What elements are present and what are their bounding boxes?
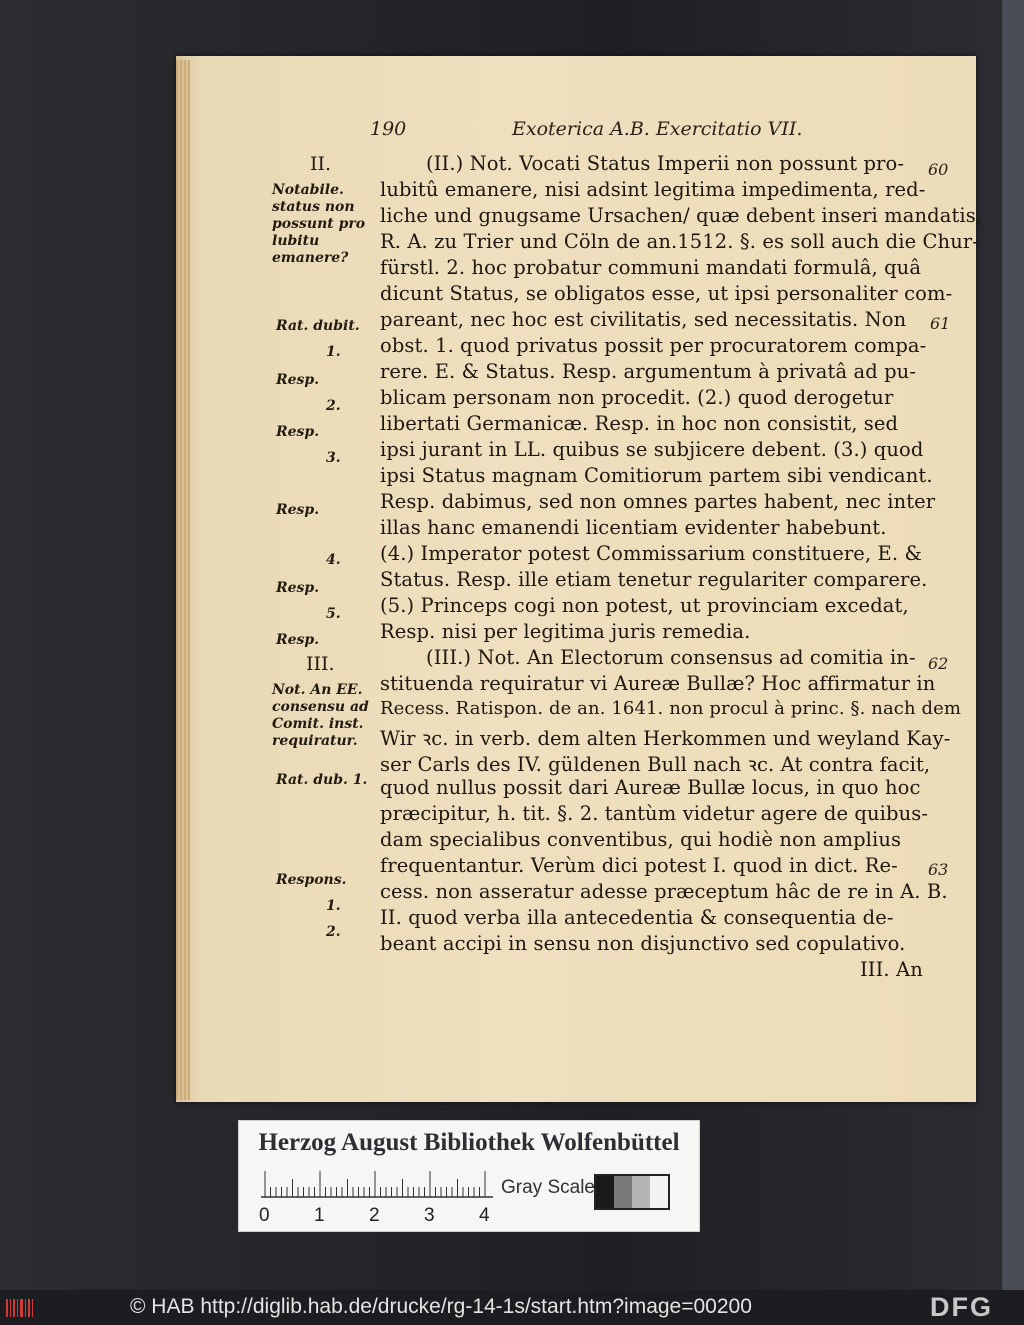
- text-line: stituenda requiratur vi Aureæ Bullæ? Hoc affirmatur in: [380, 672, 936, 695]
- text-line: libertati Germanicæ. Resp. in hoc non consistit, sed: [380, 412, 899, 435]
- marginal-number: 60: [928, 160, 949, 179]
- margin-note: 2.: [326, 924, 341, 940]
- ruler-number: 3: [424, 1205, 435, 1226]
- text-line: illas hanc emanendi licentiam evidenter habebunt.: [380, 516, 887, 539]
- gray-swatch: [650, 1176, 668, 1208]
- viewer-footer: [0, 1290, 1024, 1325]
- text-line: (5.) Princeps cogi non potest, ut provinciam excedat,: [380, 594, 909, 617]
- text-line: dam specialibus conventibus, qui hodiè non amplius: [380, 828, 902, 851]
- ruler-number: 4: [479, 1205, 490, 1226]
- text-line: quod nullus possit dari Aureæ Bullæ locus, in quo hoc: [380, 776, 921, 799]
- text-line: Resp. dabimus, sed non omnes partes habent, nec inter: [380, 490, 936, 513]
- text-line: (II.) Not. Vocati Status Imperii non possunt pro-: [426, 152, 905, 175]
- margin-note: Resp.: [276, 632, 320, 648]
- margin-note: Not. An EE. consensu ad Comit. inst. requiratur.: [272, 682, 369, 749]
- margin-note: III.: [306, 653, 335, 675]
- text-line: lubitû emanere, nisi adsint legitima impedimenta, red-: [380, 178, 926, 201]
- margin-note: Resp.: [276, 424, 320, 440]
- margin-note: Rat. dub. 1.: [276, 772, 368, 788]
- text-line: blicam personam non procedit. (2.) quod derogetur: [380, 386, 894, 409]
- margin-note: 3.: [326, 450, 341, 466]
- gray-swatch: [596, 1176, 614, 1208]
- ruler-number: 1: [314, 1205, 325, 1226]
- text-line: dicunt Status, se obligatos esse, ut ipsi personaliter com-: [380, 282, 953, 305]
- margin-note: 1.: [326, 898, 341, 914]
- text-line: fürstl. 2. hoc probatur communi mandati formulâ, quâ: [380, 256, 922, 279]
- margin-note: II.: [310, 153, 332, 175]
- text-line: Recess. Ratispon. de an. 1641. non procul à princ. §. nach dem: [380, 698, 962, 719]
- page-edge-stack: [176, 60, 190, 1100]
- margin-note: Rat. dubit.: [276, 318, 360, 334]
- catchword: III. An: [860, 958, 923, 981]
- text-line: rere. E. & Status. Resp. argumentum à privatâ ad pu-: [380, 360, 917, 383]
- ruler-number: 0: [259, 1205, 270, 1226]
- text-line: præcipitur, h. tit. §. 2. tantùm videtur agere de quibus-: [380, 802, 929, 825]
- margin-note: Resp.: [276, 580, 320, 596]
- marginal-number: 62: [928, 654, 949, 673]
- text-line: ipsi jurant in LL. quibus se subjicere debent. (3.) quod: [380, 438, 924, 461]
- text-line: (III.) Not. An Electorum consensus ad comitia in-: [426, 646, 916, 669]
- text-line: Wir ꝛc. in verb. dem alten Herkommen und weyland Kay-: [380, 727, 951, 750]
- text-line: cess. non asseratur adesse præceptum hâc de re in A. B.: [380, 880, 948, 903]
- text-line: (4.) Imperator potest Commissarium constituere, E. &: [380, 542, 922, 565]
- scan-edge-strip: [1002, 0, 1024, 1290]
- gray-swatch: [632, 1176, 650, 1208]
- margin-note: 4.: [326, 552, 341, 568]
- text-line: obst. 1. quod privatus possit per procuratorem compa-: [380, 334, 927, 357]
- text-line: ipsi Status magnam Comitiorum partem sibi vendicant.: [380, 464, 933, 487]
- library-name: Herzog August Bibliothek Wolfenbüttel: [258, 1129, 680, 1156]
- text-line: liche und gnugsame Ursachen/ quæ debent inseri mandatis,: [380, 204, 983, 227]
- marginal-number: 61: [930, 314, 951, 333]
- ruler-number: 2: [369, 1205, 380, 1226]
- margin-note: Resp.: [276, 502, 320, 518]
- text-line: II. quod verba illa antecedentia & consequentia de-: [380, 906, 894, 929]
- margin-note: Notabile. status non possunt pro lubitu emanere?: [272, 182, 366, 266]
- barcode-icon: [6, 1297, 36, 1319]
- margin-note: Resp.: [276, 372, 320, 388]
- text-line: frequentantur. Verùm dici potest I. quod in dict. Re-: [380, 854, 898, 877]
- page-header: [370, 118, 803, 148]
- dfg-logo: DFG: [930, 1292, 993, 1322]
- ruler-numbers: [239, 1205, 699, 1227]
- text-line: beant accipi in sensu non disjunctivo sed copulativo.: [380, 932, 906, 955]
- library-label-card: [238, 1120, 700, 1232]
- marginal-number: 63: [928, 860, 949, 879]
- gray-scale-label: Gray Scale: [501, 1177, 595, 1198]
- margin-note: 1.: [326, 344, 341, 360]
- text-line: pareant, nec hoc est civilitatis, sed necessitatis. Non: [380, 308, 907, 331]
- margin-note: 2.: [326, 398, 341, 414]
- margin-note: 5.: [326, 606, 341, 622]
- text-line: ser Carls des IV. güldenen Bull nach ꝛc. At contra facit,: [380, 753, 931, 776]
- text-line: R. A. zu Trier und Cöln de an.1512. §. es soll auch die Chur-: [380, 230, 979, 253]
- gray-swatch: [614, 1176, 632, 1208]
- text-line: Resp. nisi per legitima juris remedia.: [380, 620, 751, 643]
- scale-ruler: [261, 1169, 501, 1199]
- text-line: Status. Resp. ille etiam tenetur regulariter comparere.: [380, 568, 928, 591]
- page-number: 190: [370, 118, 407, 140]
- footer-copyright-link[interactable]: © HAB http://diglib.hab.de/drucke/rg-14-1s/start.htm?image=00200: [130, 1295, 752, 1318]
- running-title: Exoterica A.B. Exercitatio VII.: [512, 118, 803, 140]
- margin-note: Respons.: [276, 872, 347, 888]
